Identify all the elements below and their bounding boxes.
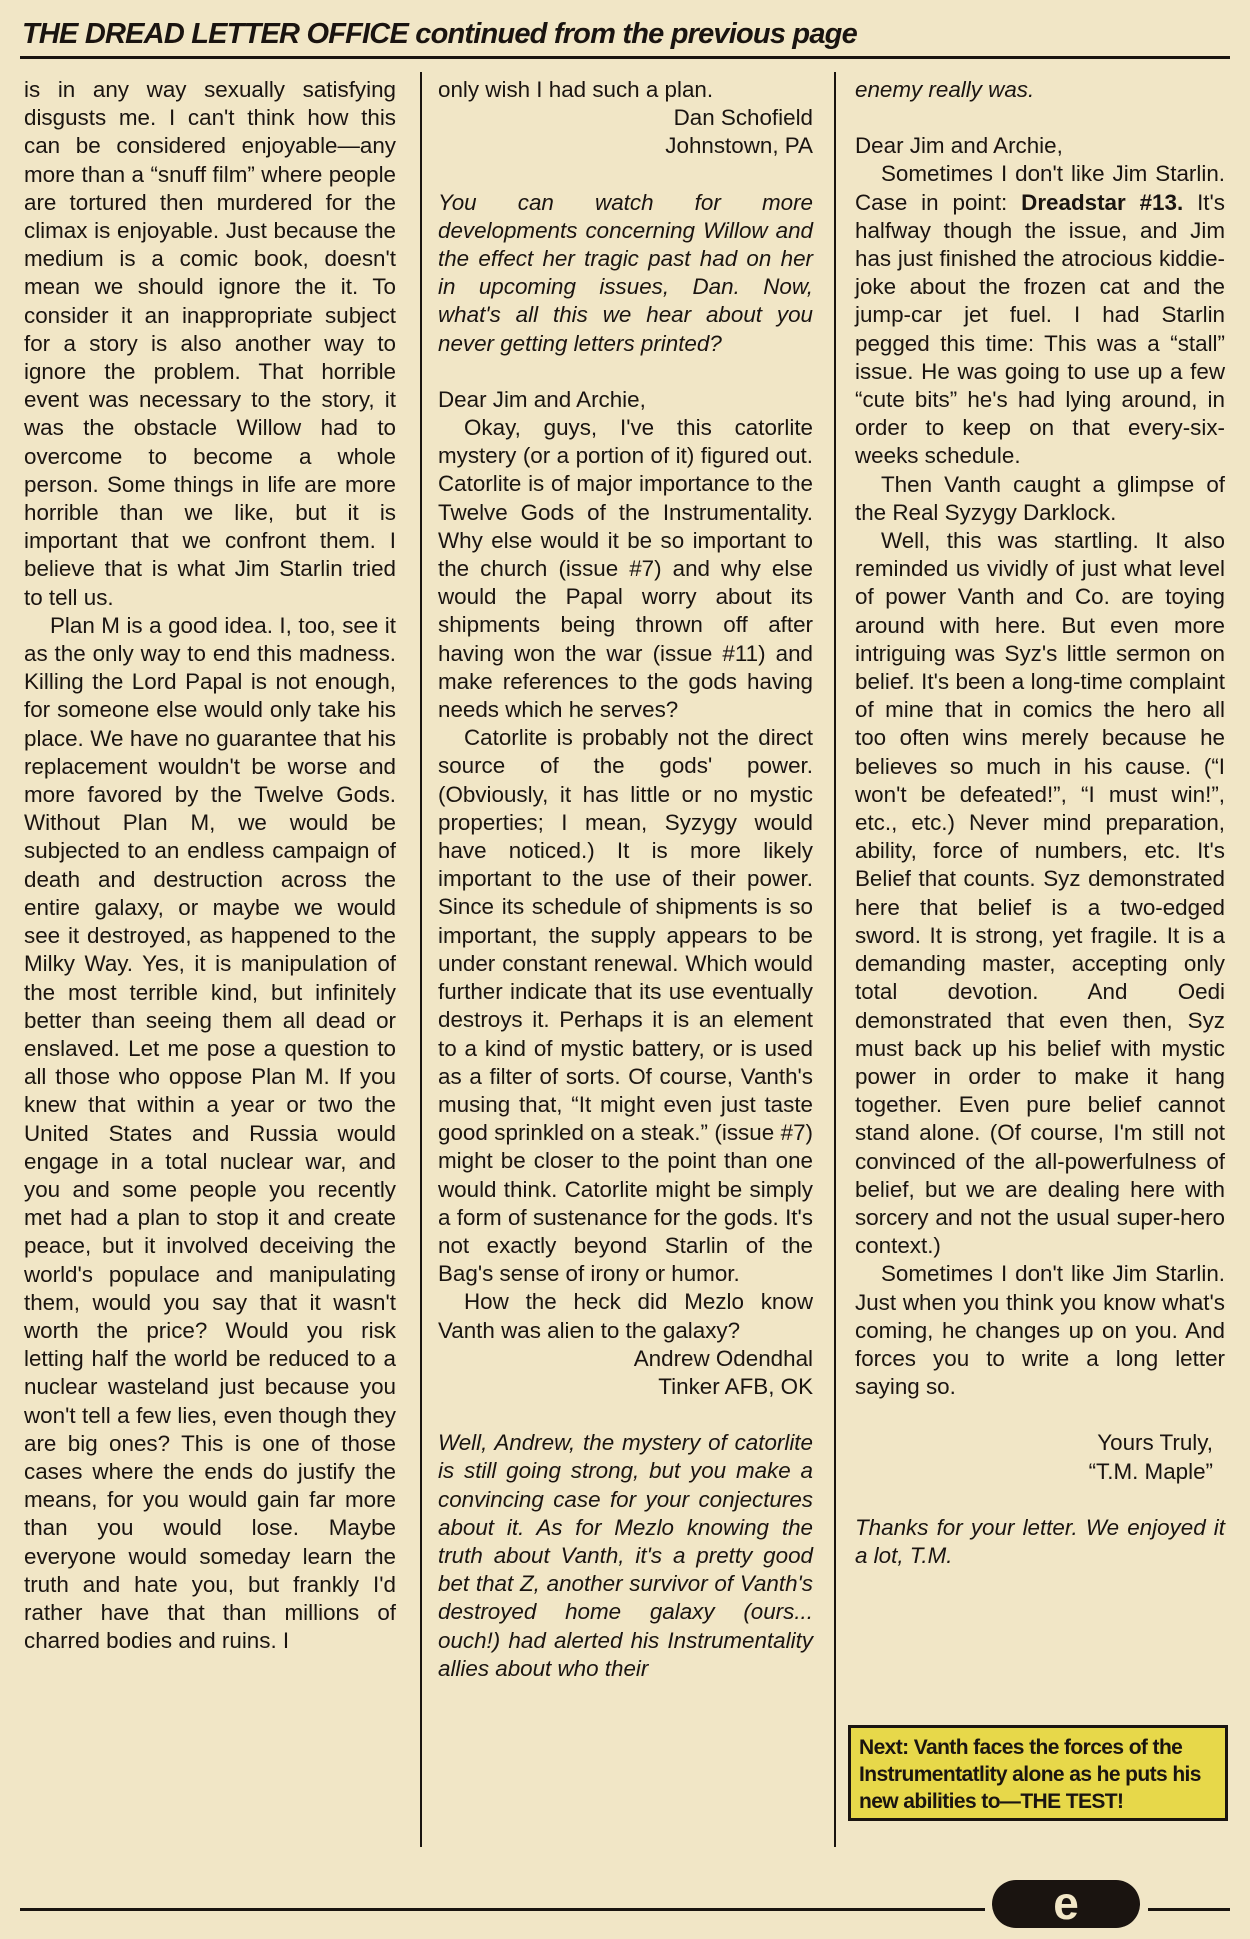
editor-reply: Thanks for your letter. We enjoyed it a lot, T.M. <box>855 1514 1225 1568</box>
footer-rule <box>1148 1908 1230 1911</box>
letter-text <box>855 160 1225 470</box>
editor-reply: Well, Andrew, the mystery of catorlite is still going strong, but you make a convincing case for your conjectures about it. As for Mezlo knowing the truth about Vanth, it's a pretty good bet that Z, another survivor of Vanth's destroyed home galaxy (ours... ouch!) had alerted his Instrumentality allies about who their <box>438 1430 813 1681</box>
signature-closing: Yours Truly, <box>1097 1430 1213 1456</box>
comic-title: Dreadstar #13. <box>1021 189 1184 215</box>
epic-logo-icon <box>988 1876 1144 1932</box>
letter-text-part: Sometimes I don't like Jim Starlin. Case in point: <box>855 161 1225 215</box>
logo-letter: e <box>1053 1877 1079 1929</box>
letter-greeting: Dear Jim and Archie, <box>438 386 646 412</box>
signature-place: Johnstown, PA <box>665 133 813 159</box>
column-divider-2 <box>834 72 836 1847</box>
next-issue-box: Next: Vanth faces the forces of the Instrumentatlity alone as he puts his new abilities to—THE TEST! <box>848 1725 1228 1821</box>
letter-text: Sometimes I don't like Jim Starlin. Just when you think you know what's coming, he changes up on you. And forces you to write a long letter saying so. <box>855 1261 1225 1400</box>
editor-reply: You can watch for more developments concerning Willow and the effect her tragic past had on her in upcoming issues, Dan. Now, what's all this we hear about you never getting letters printed? <box>438 189 813 356</box>
letter-text-part: It's halfway though the issue, and Jim has just finished the atrocious kiddie-joke about the frozen cat and the jump-car jet fuel. I had Starlin pegged this time: This was a “stall” issue. He was going to use up a few “cute bits” he's had lying around, in order to keep on that every-six-weeks schedule. <box>855 189 1225 469</box>
signature-name: “T.M. Maple” <box>1088 1458 1213 1484</box>
letter-text: Then Vanth caught a glimpse of the Real Syzygy Darklock. <box>855 471 1225 525</box>
column-1 <box>24 76 396 1655</box>
letter-greeting: Dear Jim and Archie, <box>855 133 1063 159</box>
column-divider-1 <box>420 72 422 1847</box>
page-header: THE DREAD LETTER OFFICE continued from the previous page <box>22 18 857 50</box>
letter-text: Catorlite is probably not the direct source of the gods' power. (Obviously, it has little or no mystic properties; I mean, Syzygy would have noticed.) It is more likely important to the use of their power. Since its schedule of shipments is so important, the supply appears to be under constant renewal. Which would further indicate that its use eventually destroys it. Perhaps it is an element to a kind of mystic battery, or is used as a filter of sorts. Of course, Vanth's musing that, “It might even just taste good sprinkled on a steak.” (issue #7) might be closer to the point than one would think. Catorlite might be simply a form of sustenance for the gods. It's not exactly beyond Starlin of the Bag's sense of irony or humor. <box>438 725 813 1287</box>
letter-text: Well, this was startling. It also reminded us vividly of just what level of power Vanth and Co. are toying around with here. But even more intriguing was Syz's little sermon on belief. It's been a long-time complaint of mine that in comics the hero all too often wins merely because he believes so much in his cause. (“I won't be defeated!”, “I must win!”, etc., etc.) Never mind preparation, ability, force of numbers, etc. It's Belief that counts. Syz demonstrated here that belief is a two-edged sword. It is strong, yet fragile. It is a demanding master, accepting only total devotion. And Oedi demonstrated that even then, Syz must back up his belief with mystic power in order to make it hang together. Even pure belief cannot stand alone. (Of course, I'm still not convinced of the all-powerfulness of belief, but we are dealing here with sorcery and not the usual super-hero context.) <box>855 528 1225 1259</box>
footer-rule <box>20 1908 985 1911</box>
letter-text: Okay, guys, I've this catorlite mystery (or a portion of it) figured out. Catorlite is of major importance to the Twelve Gods of the Instrumentality. Why else would it be so important to the church (issue #7) and why else would the Papal worry about its shipments being thrown off after having won the war (issue #11) and make references to the gods having needs which he serves? <box>438 415 813 723</box>
editor-reply: enemy really was. <box>855 77 1035 102</box>
letter-text: Plan M is a good idea. I, too, see it as the only way to end this madness. Killing the Lord Papal is not enough, for someone else would only take his place. We have no guarantee that his replacement wouldn't be worse and more favored by the Twelve Gods. Without Plan M, we would be subjected to an endless campaign of death and destruction across the entire galaxy, or maybe we would see it destroyed, as happened to the Milky Way. Yes, it is manipulation of the most terrible kind, but infinitely better than seeing them all dead or enslaved. Let me pose a question to all those who oppose Plan M. If you knew that within a year or two the United States and Russia would engage in a total nuclear war, and you and some people you recently met had a plan to stop it and create peace, but it involved deceiving the world's populace and manipulating them, would you say that it wasn't worth the price? Would you risk letting half the world be reduced to a nuclear wasteland just because you won't tell a few lies, even though they are big ones? This is one of those cases where the ends do justify the means, for you would gain far more than you would lose. Maybe everyone would someday learn the truth and hate you, but frankly I'd rather have that than millions of charred bodies and ruins. I <box>24 612 396 1654</box>
letter-text: only wish I had such a plan. <box>438 77 714 102</box>
letter-text: How the heck did Mezlo know Vanth was alien to the galaxy? <box>438 1289 813 1343</box>
signature-name: Andrew Odendhal <box>633 1345 813 1371</box>
letter-text: is in any way sexually satisfying disgusts me. I can't think how this can be considered enjoyable—any more than a “snuff film” where people are tortured then murdered for the climax is enjoyable. Just because the medium is a comic book, doesn't mean we should ignore the it. To consider it an inappropriate subject for a story is also another way to ignore the problem. That horrible event was necessary to the story, it was the obstacle Willow had to overcome to become a whole person. Some things in life are more horrible than we like, but it is important that we confront them. I believe that is what Jim Starlin tried to tell us. <box>24 77 396 610</box>
column-3 <box>855 76 1225 1570</box>
column-2 <box>438 76 813 1683</box>
header-rule <box>20 56 1230 59</box>
signature-place: Tinker AFB, OK <box>658 1373 813 1399</box>
signature-name: Dan Schofield <box>673 105 813 131</box>
